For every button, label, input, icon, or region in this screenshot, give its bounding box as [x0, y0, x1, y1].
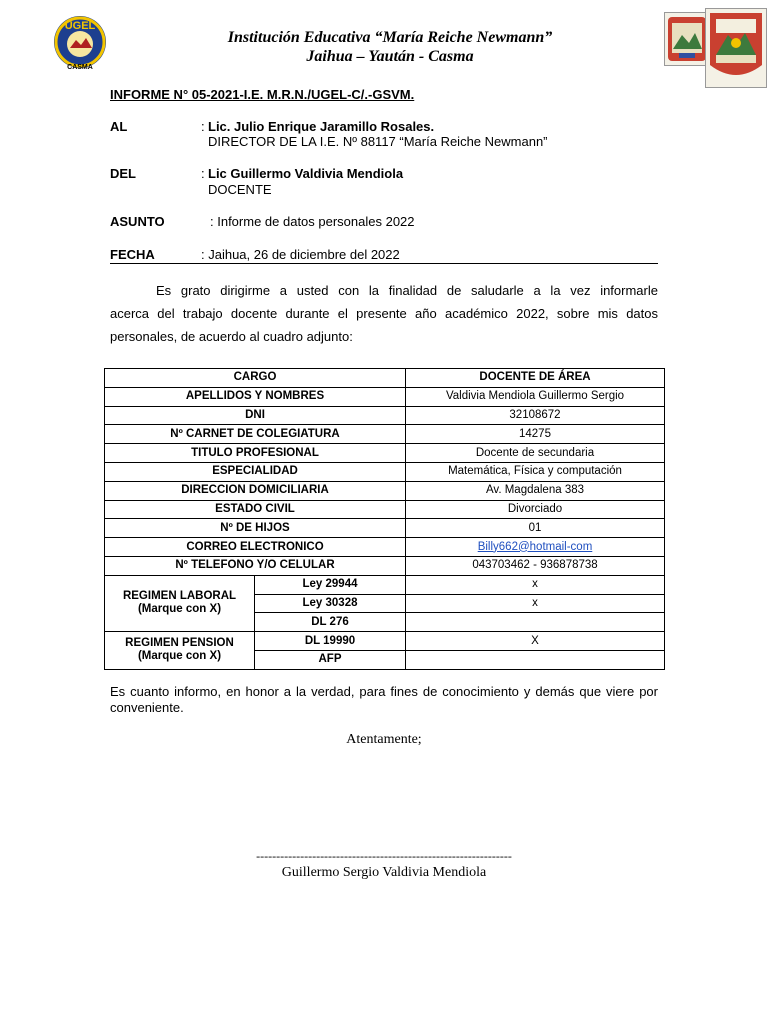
regimen-option: Ley 29944: [255, 575, 406, 594]
fecha-value: : Jaihua, 26 de diciembre del 2022: [201, 247, 400, 262]
institution-name: Institución Educativa “María Reiche Newmann”: [227, 29, 553, 46]
row-value: Matemática, Física y computación: [406, 462, 665, 481]
personal-data-table: [104, 368, 665, 670]
salutation: Atentamente;: [346, 732, 422, 747]
table-row: [105, 632, 665, 651]
del-role: DOCENTE: [208, 182, 272, 197]
report-reference: INFORME N° 05-2021-I.E. M.R.N./UGEL-C/.-GSVM.: [110, 87, 415, 102]
row-key: CORREO ELECTRONICO: [105, 538, 406, 557]
signature-line: ----------------------------------------------------------------: [256, 849, 512, 863]
pension-mark: X: [406, 632, 665, 651]
table-row: [105, 481, 665, 500]
row-value: 32108672: [406, 406, 665, 425]
del-label: DEL: [110, 166, 136, 181]
school-crest-back: [664, 12, 710, 66]
table-row: [105, 575, 665, 594]
regimen-mark: x: [406, 575, 665, 594]
table-row: [105, 406, 665, 425]
row-value: 043703462 - 936878738: [406, 556, 665, 575]
signature-name: Guillermo Sergio Valdivia Mendiola: [281, 865, 487, 880]
regimen-option: Ley 30328: [255, 594, 406, 613]
school-crest-front: [705, 8, 767, 88]
regimen-mark: [406, 613, 665, 632]
regimen-pension-label-line2: (Marque con X): [137, 650, 222, 663]
row-value: Docente de secundaria: [406, 444, 665, 463]
table-row: [105, 369, 665, 388]
regimen-pension-label: [105, 632, 255, 670]
ugel-logo: [48, 14, 112, 74]
fecha-label: FECHA: [110, 247, 155, 262]
regimen-laboral-label-line1: REGIMEN LABORAL: [122, 590, 237, 603]
row-key: Nº DE HIJOS: [105, 519, 406, 538]
row-value: [406, 538, 665, 557]
asunto-label: ASUNTO: [110, 214, 165, 229]
row-key: ESTADO CIVIL: [105, 500, 406, 519]
asunto-value: : Informe de datos personales 2022: [210, 214, 415, 229]
row-key: DNI: [105, 406, 406, 425]
intro-line: personales, de acuerdo al cuadro adjunto:: [110, 329, 353, 344]
row-key: Nº CARNET DE COLEGIATURA: [105, 425, 406, 444]
table-row: [105, 387, 665, 406]
table-row: [105, 500, 665, 519]
ugel-logo-text: UGEL: [64, 20, 96, 32]
intro-line: Es grato dirigirme a usted con la finalidad de saludarle a la vez informarle: [156, 283, 658, 298]
row-key: APELLIDOS Y NOMBRES: [105, 387, 406, 406]
pension-option: DL 19990: [255, 632, 406, 651]
institution-location: Jaihua – Yaután - Casma: [306, 48, 474, 65]
intro-line: acerca del trabajo docente durante el presente año académico 2022, sobre mis datos: [110, 306, 658, 321]
table-row: [105, 462, 665, 481]
row-key: TITULO PROFESIONAL: [105, 444, 406, 463]
pension-mark: [406, 650, 665, 669]
row-key: ESPECIALIDAD: [105, 462, 406, 481]
row-value: Valdivia Mendiola Guillermo Sergio: [406, 387, 665, 406]
al-name: Lic. Julio Enrique Jaramillo Rosales.: [208, 119, 435, 134]
del-name: Lic Guillermo Valdivia Mendiola: [208, 166, 404, 181]
al-colon: :: [201, 119, 205, 134]
regimen-option: DL 276: [255, 613, 406, 632]
table-row: [105, 556, 665, 575]
header-divider: [110, 263, 658, 264]
table-row: [105, 444, 665, 463]
regimen-laboral-label: [105, 575, 255, 631]
table-row: [105, 519, 665, 538]
ugel-logo-caption: CASMA: [67, 64, 93, 71]
closing-paragraph: Es cuanto informo, en honor a la verdad, para fines de conocimiento y demás que viere por conveniente.: [110, 684, 658, 715]
regimen-mark: x: [406, 594, 665, 613]
table-row: [105, 425, 665, 444]
row-key: Nº TELEFONO Y/O CELULAR: [105, 556, 406, 575]
al-label: AL: [110, 119, 128, 134]
del-colon: :: [201, 166, 205, 181]
row-key: DIRECCION DOMICILIARIA: [105, 481, 406, 500]
row-value: DOCENTE DE ÁREA: [406, 369, 665, 388]
intro-paragraph: [110, 279, 658, 348]
email-link[interactable]: Billy662@hotmail-com: [477, 540, 593, 553]
al-role: DIRECTOR DE LA I.E. Nº 88117 “María Reiche Newmann”: [208, 134, 548, 149]
regimen-laboral-label-line2: (Marque con X): [137, 603, 222, 616]
row-value: 01: [406, 519, 665, 538]
pension-option: AFP: [255, 650, 406, 669]
table-row: [105, 538, 665, 557]
regimen-pension-label-line1: REGIMEN PENSION: [125, 637, 234, 650]
row-value: 14275: [406, 425, 665, 444]
row-value: Divorciado: [406, 500, 665, 519]
row-value: Av. Magdalena 383: [406, 481, 665, 500]
row-key: CARGO: [105, 369, 406, 388]
